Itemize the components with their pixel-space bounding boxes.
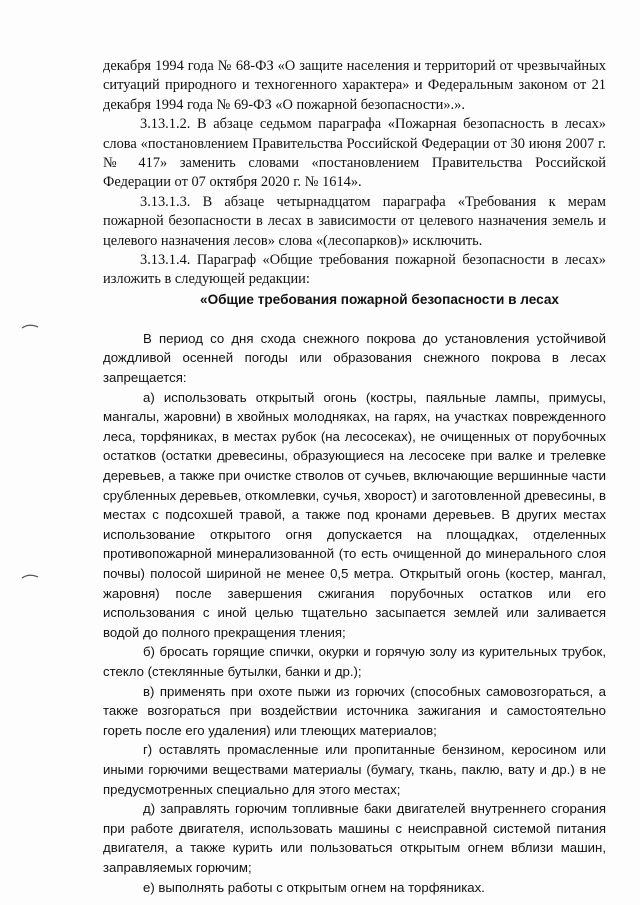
list-item-g: г) оставлять промасленные или пропитанные бензином, керосином или иными горючими веществами материалы (бумагу, ткань, паклю, вату и др.) в не предусмотренных специально для этого местах; xyxy=(103,742,606,797)
document-text xyxy=(103,57,606,897)
list-item-b: б) бросать горящие спички, окурки и горячую золу из курительных трубок, стекло (стеклянные бутылки, банки и др.); xyxy=(103,644,606,679)
paragraph-3-13-1-2: 3.13.1.2. В абзаце седьмом параграфа «Пожарная безопасность в лесах» слова «постановлением Правительства Российской Федерации от 30 июня 2007 г. № 417» заменить словами «постановлением Правительства Российской Федерации от 07 октября 2020 г. № 1614». xyxy=(103,116,606,191)
section-heading: «Общие требования пожарной безопасности в лесах xyxy=(200,291,559,307)
intro-paragraph: В период со дня схода снежного покрова до установления устойчивой дождливой осенней погоды или образования снежного покрова в лесах запрещается: xyxy=(103,330,606,386)
list-item-a: а) использовать открытый огонь (костры, паяльные лампы, примусы, мангалы, жаровни) в хвойных молодняках, на гарях, на участках поврежденного леса, торфяниках, в местах рубок (на лесосеках), не очищенных от порубочных остатков (остатки древесины, образующиеся на лесосеке при валке и трелевке деревьев, а также при очистке стволов от сучьев, включающие вершинные части срубленных деревьев, откомлевки, сучья, хворост) и заготовленной древесины, в местах с подсохшей травой, а также под кронами деревьев. В других местах использование открытого огня допускается на площадках, отделенных противопожарной минерализованной (то есть очищенной до минерального слоя почвы) полосой шириной не менее 0,5 метра. Открытый огонь (костер, мангал, жаровня) после завершения сжигания порубочных остатков или его использования с иной целью тщательно засыпается землей или заливается водой до полного прекращения тления; xyxy=(103,389,606,640)
paragraph-3-13-1-3: 3.13.1.3. В абзаце четырнадцатом параграфа «Требования к мерам пожарной безопасности в лесах в зависимости от целевого назначения земель и целевого назначения лесов» слова «(лесопарков)» исключить. xyxy=(103,193,606,249)
list-item-v: в) применять при охоте пыжи из горючих (способных самовозгораться, а также возгораться при воздействии источника зажигания и самостоятельно гореть после его удаления) или тлеющих материалов; xyxy=(103,683,606,738)
list-item-d: д) заправлять горючим топливные баки двигателей внутреннего сгорания при работе двигателя, использовать машины с неисправной системой питания двигателя, а также курить или пользоваться открытым огнем вблизи машин, заправляемых горючим; xyxy=(103,801,606,875)
binding-mark xyxy=(21,573,39,579)
list-item-e: е) выполнять работы с открытым огнем на торфяниках. xyxy=(143,879,485,895)
binding-mark xyxy=(21,323,39,329)
spacer xyxy=(103,309,606,329)
paragraph-3-13-1-4: 3.13.1.4. Параграф «Общие требования пожарной безопасности в лесах» изложить в следующей редакции: xyxy=(103,252,606,288)
paragraph-continuation: декабря 1994 года № 68-ФЗ «О защите населения и территорий от чрезвычайных ситуаций природного и техногенного характера» и Федеральным законом от 21 декабря 1994 года № 69-ФЗ «О пожарной безопасности».». xyxy=(103,58,606,113)
